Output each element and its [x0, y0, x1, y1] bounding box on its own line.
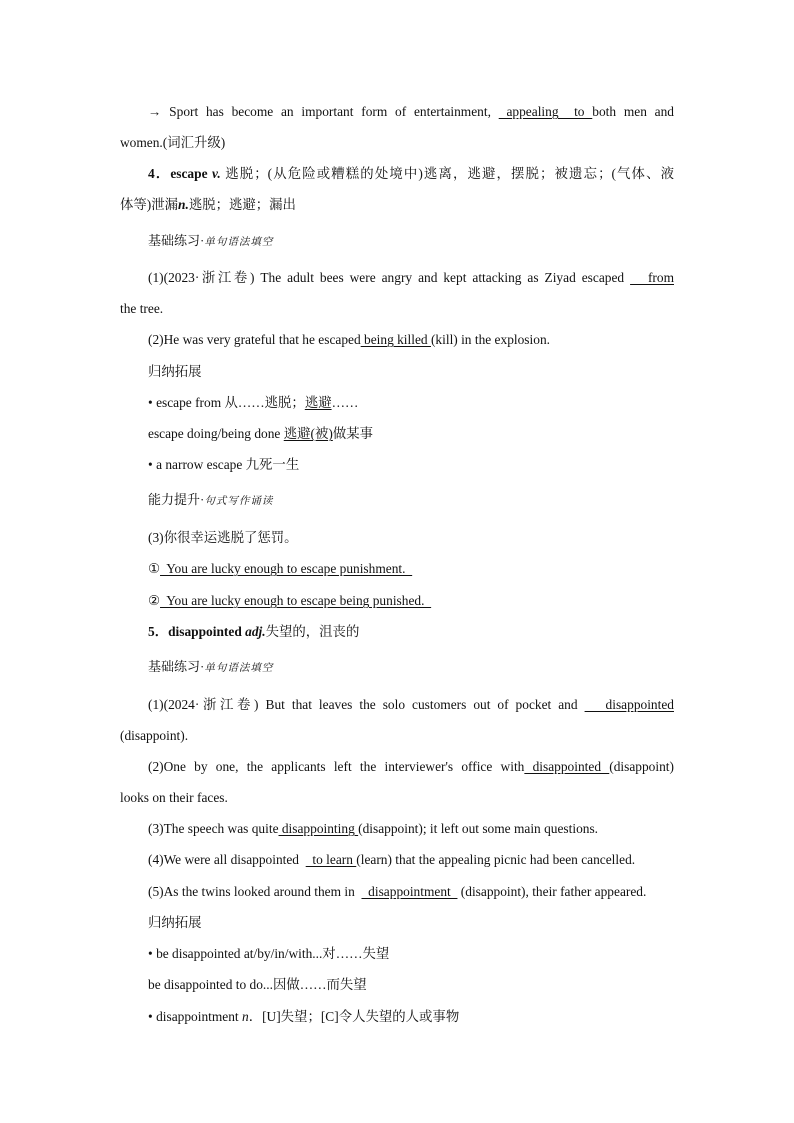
phrase-underlined: 逃避(被) [283, 426, 333, 441]
section-heading-advanced [148, 491, 674, 510]
bullet-icon: • [148, 946, 153, 961]
section-heading-basic [148, 658, 674, 677]
section-sublabel: 单句语法填空 [204, 236, 274, 248]
question-text: (2)One by one, the applicants left the interviewer's office with [148, 759, 525, 774]
section-heading-expand: 归纳拓展 [148, 915, 202, 930]
question-text: (1)(2024·浙江卷) But that leaves the solo customers out of pocket and [148, 697, 578, 712]
exercise-item-cont: the tree. [120, 301, 164, 316]
phrase-text: ．[U]失望；[C]令人失望的人或事物 [248, 1009, 460, 1024]
answer-blank: from [630, 270, 674, 285]
sentence-text: both men and [592, 104, 675, 119]
section-heading-basic [148, 232, 674, 251]
part-of-speech: v. [211, 166, 221, 181]
part-of-speech: n [241, 1009, 249, 1024]
vocab-entry-disappointed [148, 623, 674, 641]
entry-number: 5． [148, 624, 169, 639]
question-text: (disappoint), their father appeared. [457, 884, 647, 899]
exercise-item-cont: (disappoint). [120, 728, 189, 743]
exercise-item [148, 696, 674, 714]
question-text: (learn) that the appealing picnic had been cancelled. [356, 852, 636, 867]
phrase-text: disappointment [156, 1009, 242, 1024]
answer-blank: to learn [305, 852, 357, 867]
exercise-item [148, 269, 674, 287]
expand-item [148, 1008, 674, 1026]
phrase-text: a narrow escape 九死一生 [156, 457, 300, 472]
expand-item [148, 456, 674, 474]
question-text: (5)As the twins looked around them in [148, 884, 362, 899]
sentence-text: Sport has become an important form of entertainment, [169, 104, 491, 119]
exercise-item [148, 883, 674, 901]
section-heading-expand: 归纳拓展 [148, 364, 202, 379]
paragraph-sport-cont: women.(词汇升级) [120, 135, 226, 150]
exercise-item [148, 331, 674, 349]
answer-blank: disappointed [584, 697, 674, 712]
answer-blank: being killed [360, 332, 431, 347]
paragraph-sport [148, 103, 674, 121]
entry-meaning: 逃脱；逃避；漏出 [188, 197, 296, 212]
section-sublabel: 单句语法填空 [204, 662, 274, 674]
part-of-speech: n. [178, 197, 189, 212]
phrase-text: be disappointed at/by/in/with...对……失望 [156, 946, 390, 961]
answer-line [148, 592, 674, 610]
entry-meaning: 体等)泄漏 [120, 197, 179, 212]
question-text: (disappoint) [609, 759, 674, 774]
entry-meaning: 逃脱；(从危险或糟糕的处境中)逃离，逃避，摆脱；被遗忘；(气体、液 [220, 166, 674, 181]
answer-blank: disappointment [361, 884, 458, 899]
part-of-speech: adj. [245, 624, 266, 639]
answer-marker: ② [148, 593, 161, 608]
answer-line [148, 560, 674, 578]
section-label: 基础练习· [148, 659, 205, 674]
bullet-icon: • [148, 1009, 153, 1024]
bullet-icon: • [148, 457, 153, 472]
answer-marker: ① [148, 561, 161, 576]
vocab-entry-escape [148, 165, 674, 183]
arrow-icon: → [148, 104, 162, 119]
exercise-item [148, 758, 674, 776]
vocab-entry-escape-cont [120, 196, 674, 214]
entry-number: 4． [148, 166, 171, 181]
exercise-item-cont: looks on their faces. [120, 790, 228, 805]
bullet-icon: • [148, 395, 153, 410]
expand-item: be disappointed to do...因做……而失望 [148, 977, 367, 992]
phrase-text: escape doing/being done [148, 426, 284, 441]
section-label: 能力提升· [148, 492, 205, 507]
answer-blank: disappointed [524, 759, 610, 774]
answer-blank: appealing to [498, 104, 593, 119]
entry-meaning: 失望的，沮丧的 [265, 624, 360, 639]
expand-item [148, 945, 674, 963]
answer-blank: disappointing [278, 821, 359, 836]
translation-prompt: (3)你很幸运逃脱了惩罚。 [148, 530, 298, 545]
question-text: (1)(2023·浙江卷) The adult bees were angry and kept attacking as Ziyad escaped [148, 270, 625, 285]
exercise-item [148, 851, 674, 869]
expand-item [148, 394, 674, 412]
question-text: (4)We were all disappointed [148, 852, 306, 867]
entry-word: disappointed [168, 624, 242, 639]
phrase-text: escape from 从……逃脱； [156, 395, 305, 410]
answer-blank: You are lucky enough to escape being punished. [160, 593, 432, 608]
phrase-text: …… [331, 395, 359, 410]
question-text: (kill) in the explosion. [430, 332, 550, 347]
section-label: 基础练习· [148, 233, 205, 248]
exercise-item [148, 820, 674, 838]
question-text: (disappoint); it left out some main questions. [358, 821, 599, 836]
entry-word: escape [170, 166, 208, 181]
phrase-underlined: 逃避 [304, 395, 332, 410]
question-text: (3)The speech was quite [148, 821, 279, 836]
section-sublabel: 句式写作诵读 [204, 495, 274, 507]
expand-item [148, 425, 674, 443]
question-text: (2)He was very grateful that he escaped [148, 332, 361, 347]
answer-blank: You are lucky enough to escape punishment. [160, 561, 413, 576]
phrase-text: 做某事 [332, 426, 373, 441]
